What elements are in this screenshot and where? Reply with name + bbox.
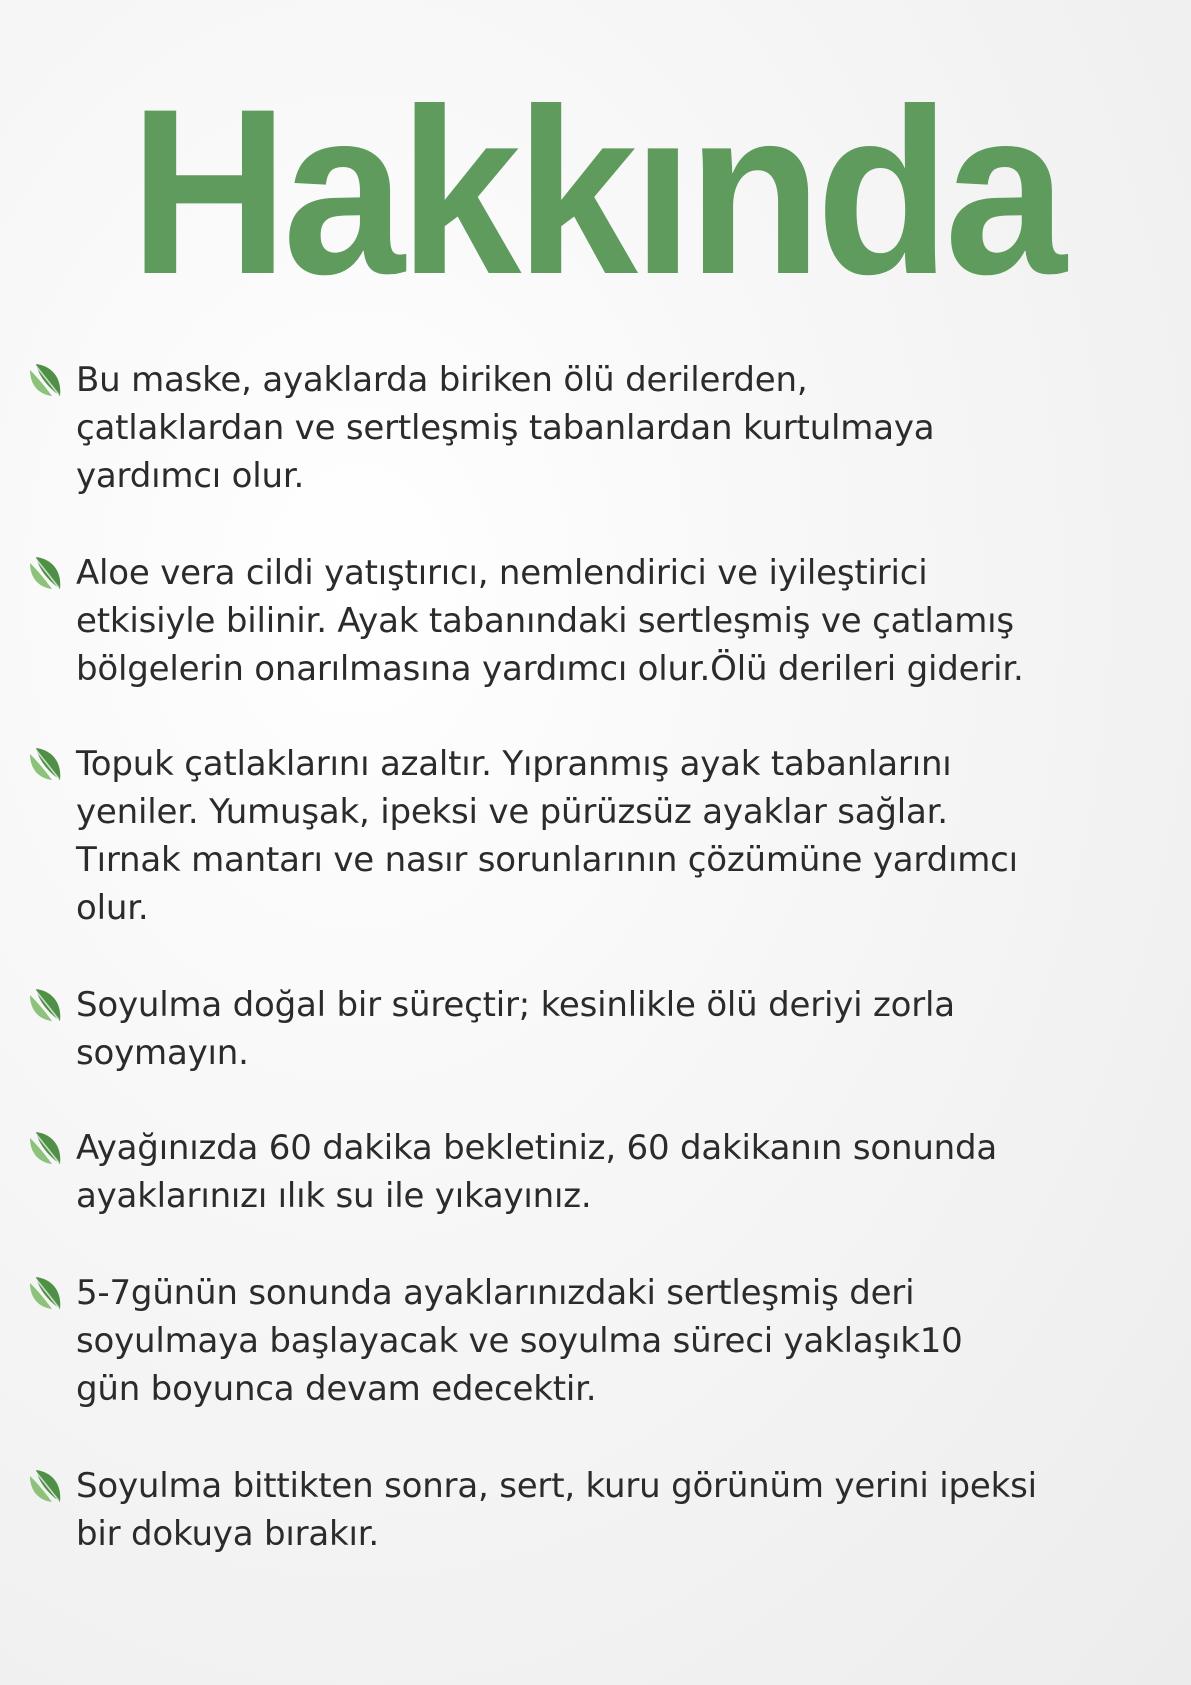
leaf-icon — [26, 1466, 66, 1506]
leaf-icon — [26, 1128, 66, 1168]
leaf-icon — [26, 744, 66, 784]
list-item-text: Topuk çatlaklarını azaltır. Yıpranmış ayak tabanlarını yeniler. Yumuşak, ipeksi ve pürüzsüz ayaklar sağlar. Tırnak mantarı ve nasır sorunlarının çözümüne yardımcı olur. — [76, 744, 1018, 928]
leaf-icon — [26, 985, 66, 1025]
list-item-text: Soyulma doğal bir süreçtir; kesinlikle ölü deriyi zorla soymayın. — [76, 985, 955, 1073]
leaf-icon — [26, 360, 66, 400]
list-item-text: 5-7günün sonunda ayaklarınızdaki sertleşmiş deri soyulmaya başlayacak ve soyulma süreci yaklaşık10 gün boyunca devam edecektir. — [76, 1273, 963, 1409]
leaf-icon — [26, 553, 66, 593]
list-item-text: Bu maske, ayaklarda biriken ölü derilerden, çatlaklardan ve sertleşmiş tabanlardan kurtulmaya yardımcı olur. — [76, 360, 935, 496]
leaf-icon — [26, 1273, 66, 1313]
list-item-text: Ayağınızda 60 dakika bekletiniz, 60 dakikanın sonunda ayaklarınızı ılık su ile yıkayınız. — [76, 1128, 998, 1216]
list-item-text: Aloe vera cildi yatıştırıcı, nemlendirici ve iyileştirici etkisiyle bilinir. Ayak tabanındaki sertleşmiş ve çatlamış bölgelerin onarılmasına yardımcı olur.Ölü derileri giderir. — [76, 553, 1024, 689]
list-item-text: Soyulma bittikten sonra, sert, kuru görünüm yerini ipeksi bir dokuya bırakır. — [76, 1466, 1037, 1554]
page-title: Hakkında — [129, 60, 1062, 324]
